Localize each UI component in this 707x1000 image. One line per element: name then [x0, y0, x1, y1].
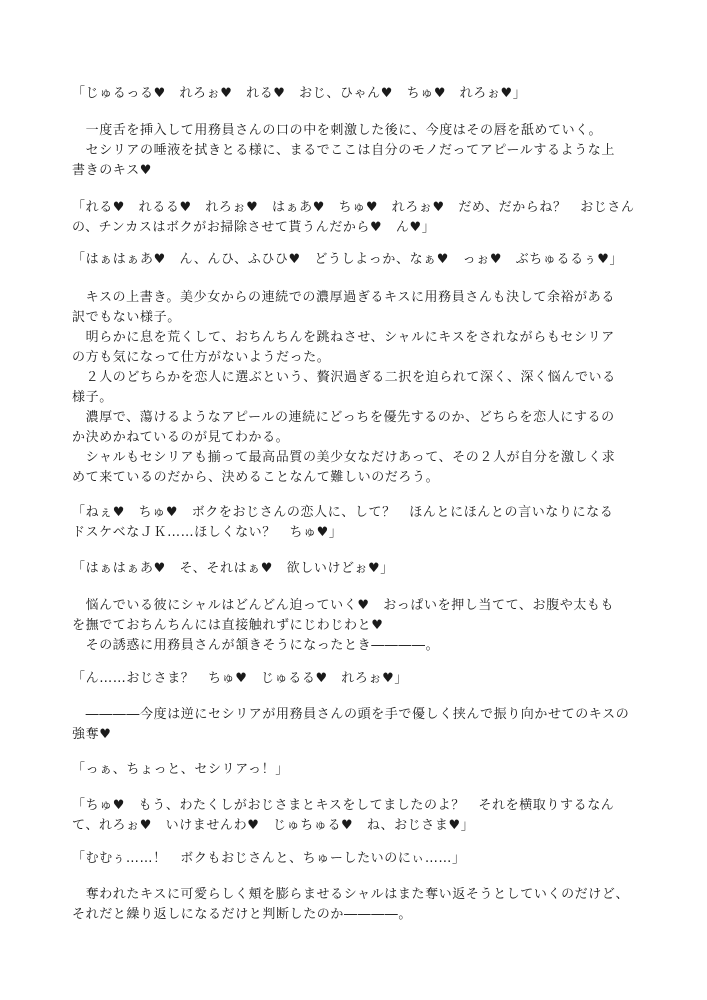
text-line: 明らかに息を荒くして、おちんちんを跳ねさせ、シャルにキスをされながらもセシリア: [72, 330, 615, 345]
text-line: シャルもセシリアも揃って最高品質の美少女なだけあって、その２人が自分を激しく求: [72, 450, 616, 465]
text-line: 「むむぅ……！ ボクもおじさんと、ちゅーしたいのにぃ……」: [72, 851, 466, 866]
text-line: を撫でておちんちんには直接触れずにじわじわと♥: [72, 618, 384, 633]
text-line: セシリアの唾液を拭きとる様に、まるでここは自分のモノだってアピールするような上: [72, 143, 615, 158]
text-line: 「じゅるっる♥ れろぉ♥ れる♥ おじ、ひゃん♥ ちゅ♥ れろぉ♥」: [72, 86, 527, 101]
text-line: 書きのキス♥: [72, 163, 152, 178]
text-line: か決めかねているのが見てわかる。: [72, 430, 290, 445]
text-line: 「れる♥ れるる♥ れろぉ♥ はぁあ♥ ちゅ♥ れろぉ♥ だめ、だからね？ おじさん: [72, 200, 635, 215]
text-line: 強奪♥: [72, 727, 112, 742]
text-line: ――――今度は逆にセシリアが用務員さんの頭を手で優しく挟んで振り向かせてのキスの: [72, 707, 630, 722]
text-line: 「ねぇ♥ ちゅ♥ ボクをおじさんの恋人に、して？ ほんとにほんとの言いなりになる: [72, 505, 614, 520]
text-line: 濃厚で、蕩けるようなアピールの連続にどっちを優先するのか、どちらを恋人にするの: [72, 410, 615, 425]
text-line: の、チンカスはボクがお掃除させて貰うんだから♥ ん♥」: [72, 220, 436, 235]
text-line: ドスケベなＪＫ……ほしくない？ ちゅ♥」: [72, 525, 343, 540]
text-line: キスの上書き。美少女からの連続での濃厚過ぎるキスに用務員さんも決して余裕がある: [72, 290, 615, 305]
text-line: 「っぁ、ちょっと、セシリアっ！」: [72, 762, 289, 777]
text-line: 一度舌を挿入して用務員さんの口の中を刺激した後に、今度はその唇を舐めていく。: [72, 123, 603, 138]
text-line: めて来ているのだから、決めることなんて難しいのだろう。: [72, 470, 440, 485]
text-line: 奪われたキスに可愛らしく頬を膨らませるシャルはまた奪い返そうとしていくのだけど、: [72, 887, 630, 902]
text-line: その誘惑に用務員さんが頷きそうになったとき――――。: [72, 638, 440, 653]
text-line: それだと繰り返しになるだけと判断したのか――――。: [72, 907, 413, 922]
text-line: 「ん……おじさま？ ちゅ♥ じゅるる♥ れろぉ♥」: [72, 671, 408, 686]
text-line: ２人のどちらかを恋人に選ぶという、贅沢過ぎる二択を迫られて深く、深く悩んでいる: [72, 370, 616, 385]
text-line: 悩んでいる彼にシャルはどんどん迫っていく♥ おっぱいを押し当てて、お腹や太もも: [72, 598, 615, 613]
text-line: 「ちゅ♥ もう、わたくしがおじさまとキスをしてましたのよ？ それを横取りするなん: [72, 798, 615, 813]
text-line: の方も気になって仕方がないようだった。: [72, 350, 331, 365]
text-line: 訳でもない様子。: [72, 310, 181, 325]
text-line: 「はぁはぁあ♥ そ、それはぁ♥ 欲しいけどぉ♥」: [72, 561, 394, 576]
text-line: 様子。: [72, 390, 113, 405]
text-line: て、れろぉ♥ いけませんわ♥ じゅちゅる♥ ね、おじさま♥」: [72, 818, 475, 833]
text-line: 「はぁはぁあ♥ ん、んひ、ふひひ♥ どうしよっか、なぁ♥ っぉ♥ ぶちゅるるぅ♥」: [72, 252, 624, 267]
